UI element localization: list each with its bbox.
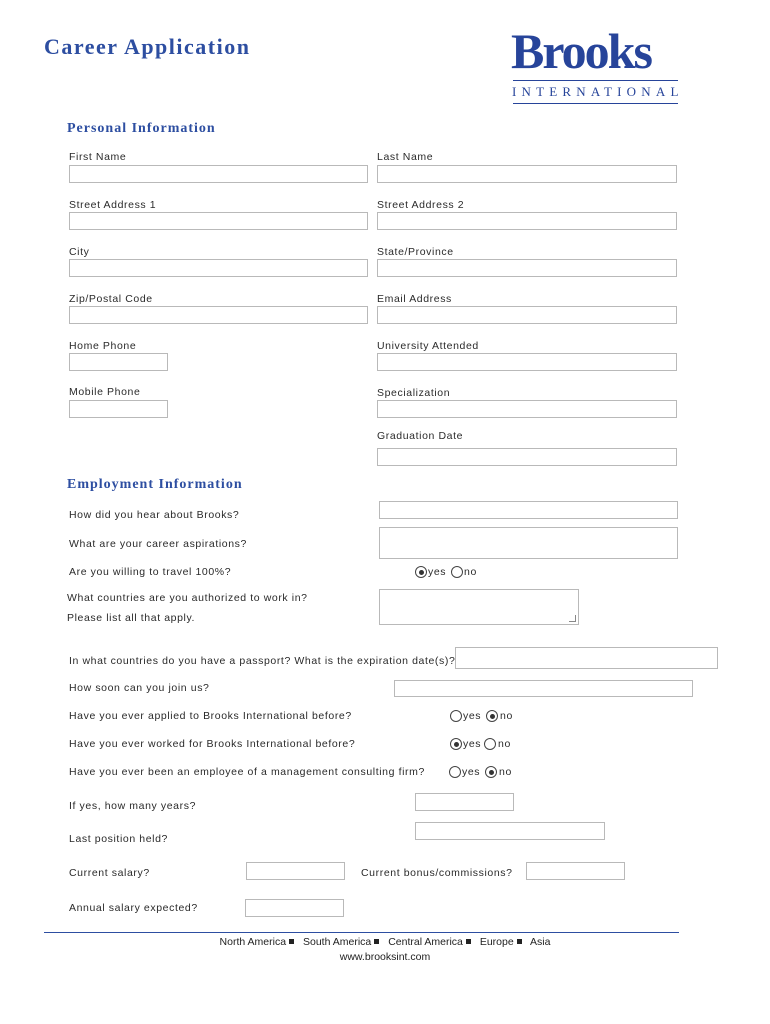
square-bullet-icon — [517, 939, 522, 944]
resize-grip-icon[interactable] — [569, 615, 576, 622]
graduation-label: Graduation Date — [377, 430, 464, 442]
employment-info-heading: Employment Information — [67, 477, 243, 492]
worked-yes-radio[interactable] — [450, 738, 462, 750]
countries-label: What countries are you authorized to work in? — [67, 592, 308, 604]
last-position-label: Last position held? — [69, 833, 168, 845]
travel-no-label: no — [464, 566, 477, 578]
city-label: City — [69, 246, 90, 258]
applied-yes-label: yes — [463, 710, 482, 722]
worked-yes-label: yes — [463, 738, 482, 750]
region-north-america: North America — [219, 936, 287, 948]
last-name-field[interactable] — [377, 165, 677, 183]
graduation-field[interactable] — [377, 448, 677, 466]
university-label: University Attended — [377, 340, 479, 352]
mobile-phone-label: Mobile Phone — [69, 386, 141, 398]
consulting-label: Have you ever been an employee of a management consulting firm? — [69, 766, 425, 778]
applied-label: Have you ever applied to Brooks International before? — [69, 710, 352, 722]
state-field[interactable] — [377, 259, 677, 277]
square-bullet-icon — [374, 939, 379, 944]
salary-field[interactable] — [246, 862, 345, 880]
passport-field[interactable] — [455, 647, 718, 669]
worked-no-label: no — [498, 738, 511, 750]
university-field[interactable] — [377, 353, 677, 371]
zip-field[interactable] — [69, 306, 368, 324]
expected-field[interactable] — [245, 899, 344, 917]
travel-label: Are you willing to travel 100%? — [69, 566, 232, 578]
travel-yes-label: yes — [428, 566, 447, 578]
countries-note: Please list all that apply. — [67, 612, 196, 624]
first-name-field[interactable] — [69, 165, 368, 183]
countries-textarea[interactable] — [379, 589, 579, 625]
salary-label: Current salary? — [69, 867, 150, 879]
street2-field[interactable] — [377, 212, 677, 230]
city-field[interactable] — [69, 259, 368, 277]
last-position-field[interactable] — [415, 822, 605, 840]
applied-no-radio[interactable] — [486, 710, 498, 722]
aspirations-field[interactable] — [379, 527, 678, 559]
square-bullet-icon — [289, 939, 294, 944]
email-label: Email Address — [377, 293, 452, 305]
home-phone-label: Home Phone — [69, 340, 137, 352]
home-phone-field[interactable] — [69, 353, 168, 371]
first-name-label: First Name — [69, 151, 127, 163]
footer-regions — [0, 936, 770, 948]
bonus-field[interactable] — [526, 862, 625, 880]
mobile-phone-field[interactable] — [69, 400, 168, 418]
hear-field[interactable] — [379, 501, 678, 519]
passport-label: In what countries do you have a passport? What is the expiration date(s)? — [69, 655, 456, 667]
travel-yes-radio[interactable] — [415, 566, 427, 578]
applied-yes-radio[interactable] — [450, 710, 462, 722]
years-field[interactable] — [415, 793, 514, 811]
brooks-logo: Brooks — [511, 23, 651, 79]
region-europe: Europe — [479, 936, 514, 948]
applied-no-label: no — [500, 710, 513, 722]
consulting-yes-radio[interactable] — [449, 766, 461, 778]
bonus-label: Current bonus/commissions? — [361, 867, 513, 879]
specialization-label: Specialization — [377, 387, 451, 399]
street2-label: Street Address 2 — [377, 199, 465, 211]
travel-no-radio[interactable] — [451, 566, 463, 578]
page-title: Career Application — [44, 34, 251, 59]
personal-info-heading: Personal Information — [67, 121, 216, 136]
hear-label: How did you hear about Brooks? — [69, 509, 240, 521]
aspirations-label: What are your career aspirations? — [69, 538, 247, 550]
years-label: If yes, how many years? — [69, 800, 197, 812]
square-bullet-icon — [466, 939, 471, 944]
consulting-no-label: no — [499, 766, 512, 778]
region-central-america: Central America — [388, 936, 463, 948]
street1-label: Street Address 1 — [69, 199, 157, 211]
consulting-yes-label: yes — [462, 766, 481, 778]
worked-label: Have you ever worked for Brooks International before? — [69, 738, 356, 750]
brooks-logo-subtitle: INTERNATIONAL — [512, 84, 684, 99]
footer-url: www.brooksint.com — [339, 951, 431, 963]
consulting-no-radio[interactable] — [485, 766, 497, 778]
worked-no-radio[interactable] — [484, 738, 496, 750]
zip-label: Zip/Postal Code — [69, 293, 153, 305]
logo-rule-bottom — [513, 103, 678, 104]
last-name-label: Last Name — [377, 151, 434, 163]
street1-field[interactable] — [69, 212, 368, 230]
join-label: How soon can you join us? — [69, 682, 210, 694]
join-field[interactable] — [394, 680, 693, 697]
state-label: State/Province — [377, 246, 454, 258]
email-field[interactable] — [377, 306, 677, 324]
logo-rule-top — [513, 80, 678, 81]
expected-label: Annual salary expected? — [69, 902, 198, 914]
region-south-america: South America — [302, 936, 372, 948]
specialization-field[interactable] — [377, 400, 677, 418]
region-asia: Asia — [530, 936, 551, 948]
footer-rule — [44, 932, 679, 933]
